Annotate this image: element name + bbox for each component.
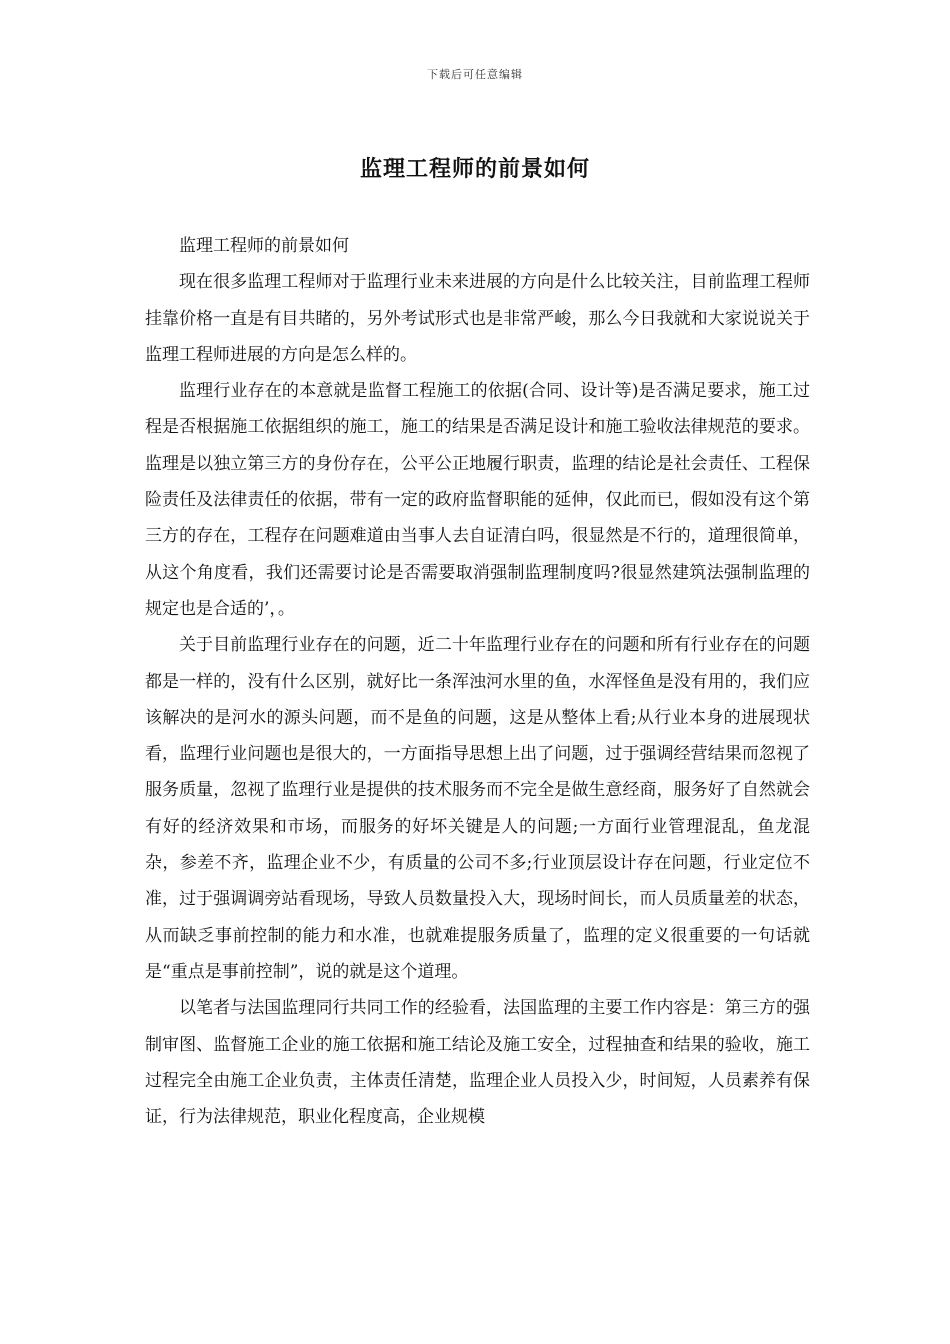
document-body	[145, 228, 810, 1135]
paragraph: 监理行业存在的本意就是监督工程施工的依据(合同、设计等)是否满足要求，施工过程是否根据施工依据组织的施工，施工的结果是否满足设计和施工验收法律规范的要求。监理是以独立第三方的身份存在，公平公正地履行职责，监理的结论是社会责任、工程保险责任及法律责任的依据，带有一定的政府监督职能的延伸，仅此而已，假如没有这个第三方的存在，工程存在问题难道由当事人去自证清白吗，很显然是不行的，道理很简单，从这个角度看，我们还需要讨论是否需要取消强制监理制度吗?很显然建筑法强制监理的规定也是合适的’，。	[145, 381, 810, 619]
paragraph: 以笔者与法国监理同行共同工作的经验看，法国监理的主要工作内容是：第三方的强制审图、监督施工企业的施工依据和施工结论及施工安全，过程抽查和结果的验收，施工过程完全由施工企业负责，主体责任清楚，监理企业人员投入少，时间短，人员素养有保证，行为法律规范，职业化程度高，企业规模	[145, 998, 810, 1128]
paragraph: 现在很多监理工程师对于监理行业未来进展的方向是什么比较关注，目前监理工程师挂靠价格一直是有目共睹的，另外考试形式也是非常严峻，那么今日我就和大家说说关于监理工程师进展的方向是怎么样的。	[145, 272, 810, 365]
paragraph: 关于目前监理行业存在的问题，近二十年监理行业存在的问题和所有行业存在的问题都是一样的，没有什么区别，就好比一条浑浊河水里的鱼，水浑怪鱼是没有用的，我们应该解决的是河水的源头问题，而不是鱼的问题，这是从整体上看;从行业本身的进展现状看，监理行业问题也是很大的，一方面指导思想上出了问题，过于强调经营结果而忽视了服务质量，忽视了监理行业是提供的技术服务而不完全是做生意经商，服务好了自然就会有好的经济效果和市场，而服务的好坏关键是人的问题;一方面行业管理混乱，鱼龙混杂，参差不齐，监理企业不少，有质量的公司不多;行业顶层设计存在问题，行业定位不准，过于强调调旁站看现场，导致人员数量投入大，现场时间长，而人员质量差的状态，从而缺乏事前控制的能力和水准，也就难提服务质量了，监理的定义很重要的一句话就是“重点是事前控制”，说的就是这个道理。	[145, 635, 810, 982]
document-title: 监理工程师的前景如何	[359, 156, 590, 182]
paragraph-subtitle: 监理工程师的前景如何	[179, 236, 349, 256]
header-note: 下载后可任意编辑	[427, 68, 523, 81]
